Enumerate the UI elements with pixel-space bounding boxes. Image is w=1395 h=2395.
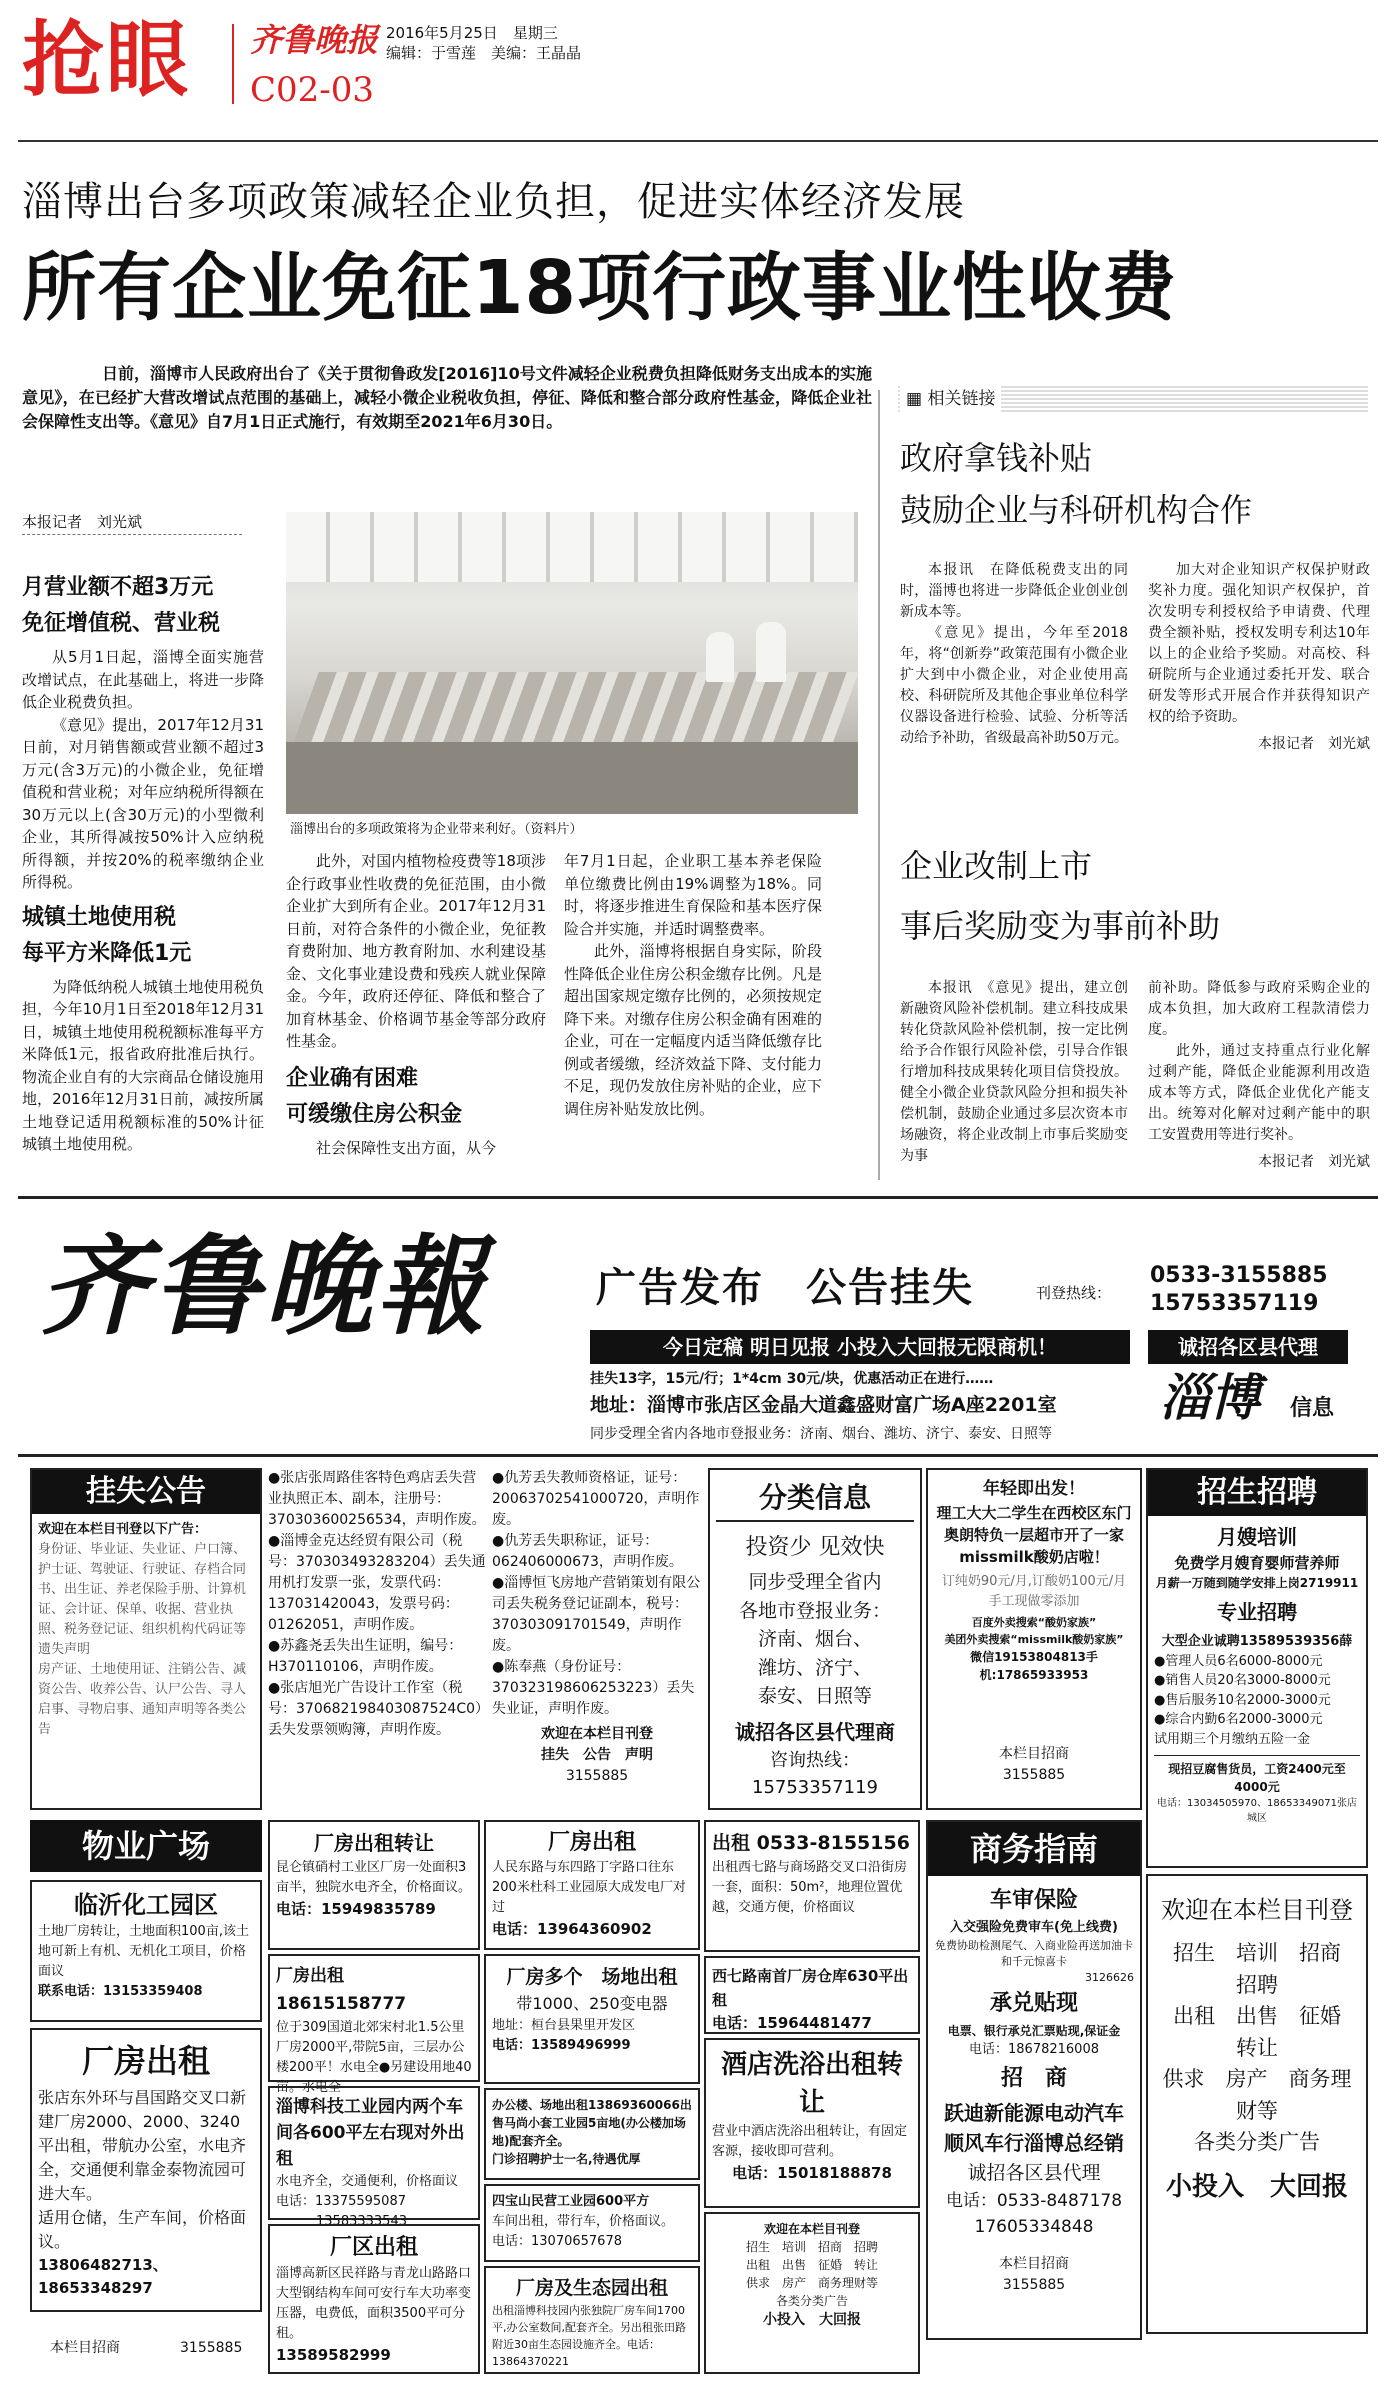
yogurt-t1: 年轻即出发！ xyxy=(983,1479,1085,1499)
bg-s10: 诚招各区县代理 xyxy=(967,2161,1101,2184)
jd-title: 酒店洗浴出租转让 xyxy=(720,2050,903,2118)
masthead-rule xyxy=(18,140,1378,142)
ad-rent-shop xyxy=(704,1820,920,1952)
wl-d: 供求 房产 商务理财等 xyxy=(1162,2067,1352,2123)
phone-2[interactable]: 15753357119 xyxy=(1150,1291,1319,1316)
business-title: 商务指南 xyxy=(928,1822,1140,1876)
paper-name: 齐鲁晚报 xyxy=(250,21,379,59)
lost-intro: 欢迎在本栏目刊登以下广告： xyxy=(38,1522,208,1537)
subhead-1b: 免征增值税、营业税 xyxy=(22,611,221,636)
banner-bottom-rule xyxy=(18,1454,1378,1457)
ad-recruit xyxy=(1146,1468,1368,1868)
designer: 美编：王晶晶 xyxy=(491,44,582,62)
classified-l1: 投资少 见效快 xyxy=(745,1535,885,1560)
bg-s3: 免费协助检测尾气、入商业险再送加油卡和千元惊喜卡 xyxy=(935,1938,1133,1968)
hy-a: 欢迎在本栏目刊登 xyxy=(763,2222,860,2236)
cq-phone[interactable]: 13589582999 xyxy=(276,2346,391,2364)
classified-title: 分类信息 xyxy=(716,1476,914,1522)
cfdg-title: 厂房多个 场地出租 xyxy=(506,1966,678,1988)
ad-linyi xyxy=(30,1880,262,2022)
sidebar-byline-2: 本报记者 刘光斌 xyxy=(1258,1154,1370,1170)
subhead-3a: 企业确有困难 xyxy=(286,1065,419,1091)
yogurt-t7[interactable]: 微信19153804813手机:17865933953 xyxy=(970,1650,1098,1682)
sidebar-col-3 xyxy=(900,978,1128,1167)
sidebar-a2: 《意见》提出，今年至2018年，将“创新券”政策范围有小微企业扩大到中小微企业，对企业使用高校、科研院所及其他企事业单位科学仪器设备进行检验、试验、分析等活动给予补助，省级最高补助50万元。 xyxy=(900,625,1128,746)
sidebar-col-4 xyxy=(1148,978,1370,1173)
hotline-label: 刊登热线： xyxy=(1036,1284,1112,1302)
cfdg-addr: 地址：桓台县果里开发区 xyxy=(492,2018,636,2033)
sbs-body: 车间出租，带行车，价格面议。 xyxy=(492,2213,675,2229)
property-title: 物业广场 xyxy=(30,1820,262,1872)
sidebar-col-2 xyxy=(1148,560,1370,755)
zibo-logo: 淄博 xyxy=(1160,1368,1260,1427)
recruit-s7: ●销售人员20名3000-8000元 xyxy=(1154,1673,1331,1688)
lost-item: ●淄博金克达经贸有限公司（税号：370303493283204）丢失通用机打发票一张，发票代码：137031420043，发票号码：01262051，声明作废。 xyxy=(268,1533,486,1633)
lost-list-1 xyxy=(268,1468,486,1810)
ad-hotel xyxy=(704,2038,920,2208)
sidebar-title-2b: 事后奖励变为事前补助 xyxy=(900,907,1221,945)
ad-eco-park xyxy=(484,2266,700,2374)
stz-body[interactable]: 出租淄博科技园内张独院厂房车间1700平,办公室数间,配套齐全。另出租张田路附近30亩生态园设施齐全。电话：13864370221 xyxy=(492,2304,686,2368)
col2-p2: 社会保障性支出方面，从今 xyxy=(316,1138,497,1157)
yogurt-t4: 手工现做零添加 xyxy=(988,1593,1080,1609)
ad-factory-transfer xyxy=(268,1820,480,1950)
subhead-1a: 月营业额不超3万元 xyxy=(22,575,214,600)
factory-photo xyxy=(286,512,858,814)
ad-warehouse xyxy=(704,1956,920,2034)
lost-item: ●淄博恒飞房地产营销策划有限公司丢失税务登记证副本，税号：370303091701549，声明作废。 xyxy=(492,1575,701,1654)
yogurt-t5: 百度外卖搜索“酸奶家族” xyxy=(971,1616,1097,1629)
kicker: 淄博出台多项政策减轻企业负担，促进实体经济发展 xyxy=(22,179,965,225)
banner-network: 同步受理全省内各地市登报业务：济南、烟台、潍坊、济宁、泰安、日照等 xyxy=(590,1426,1052,1442)
sidebar-title-1a: 政府拿钱补贴 xyxy=(900,439,1093,477)
stz-title: 厂房及生态园出租 xyxy=(515,2277,668,2299)
bg-foot1: 本栏目招商 xyxy=(999,2255,1069,2272)
recruit-s8: ●售后服务10名2000-3000元 xyxy=(1154,1692,1331,1708)
sidebar-a1: 本报讯 在降低税费支出的同时，淄博也将进一步降低企业创业创新成本等。 xyxy=(900,562,1128,620)
col2-p1: 此外，对国内植物检疫费等18项涉企行政事业性收费的免征范围，由小微企业扩大到所有企业。2017年12月31日前，对符合条件的小微企业，免征教育费附加、地方教育附加、水利建设基金、文化事业建设费和残疾人就业保障金。今年，政府还停征、降低和整合了加育林基金、价格调节基金等部分政府性基金。 xyxy=(286,852,546,1050)
classified-l3: 各地市登报业务： xyxy=(738,1599,891,1622)
worker-figure xyxy=(756,622,786,682)
banner-address: 地址：淄博市张店区金晶大道鑫盛财富广场A座2201室 xyxy=(590,1394,1057,1416)
byline: 本报记者 刘光斌 xyxy=(22,510,242,535)
lost-item: ●仇芳丢失职称证，证号：062406000673，声明作废。 xyxy=(492,1533,683,1570)
cq-body: 淄博高新区民祥路与青龙山路路口大型钢结构车间可安行车大功率变压器，电费低，面积3500平可分租。 xyxy=(276,2266,472,2341)
ceiling-lights xyxy=(286,512,858,582)
sidebar-byline-1: 本报记者 刘光斌 xyxy=(1258,736,1370,752)
yogurt-foot2[interactable]: 3155885 xyxy=(1002,1767,1066,1783)
yogurt-foot1: 本栏目招商 xyxy=(999,1746,1069,1762)
subhead-3b: 可缓缴住房公积金 xyxy=(286,1101,463,1127)
bg-s11[interactable]: 电话：0533-8487178 xyxy=(945,2190,1123,2211)
banner-slogan: 今日定稿 明日见报 小投入大回报无限商机！ xyxy=(590,1330,1130,1364)
recruit-s1: 月嫂培训 xyxy=(1217,1525,1297,1549)
bg-s9: 顺风车行淄博总经销 xyxy=(944,2130,1124,2155)
banner-services: 广告发布 公告挂失 xyxy=(596,1265,974,1311)
bg-s12[interactable]: 17605334848 xyxy=(974,2216,1094,2237)
editor-line xyxy=(386,42,581,65)
ad-multi-factory xyxy=(484,1954,700,2084)
sbs-phone[interactable]: 电话：13070657678 xyxy=(492,2233,622,2249)
lost-notice-title: 挂失公告 xyxy=(32,1470,260,1514)
related-label-bar xyxy=(898,386,1368,412)
hy-c: 出租 出售 征婚 转让 xyxy=(745,2258,878,2272)
article-col-2 xyxy=(286,850,546,1159)
cf3-title: 厂房出租 xyxy=(547,1830,636,1855)
recruit-s5[interactable]: 大型企业诚聘13589539356薛 xyxy=(1161,1634,1353,1649)
phone-1[interactable]: 0533-3155885 xyxy=(1150,1263,1328,1288)
lost-item: ●仇芳丢失教师资格证，证号：20063702541000720，声明作废。 xyxy=(492,1470,700,1528)
ad-plant-rent xyxy=(268,2224,480,2374)
footer-1a: 本栏目招商 xyxy=(50,2340,120,2356)
section-title: 抢眼 xyxy=(22,12,191,108)
wl-b: 招生 培训 招商 招聘 xyxy=(1173,1941,1362,1997)
cz1-body: 出租西七路与商场路交叉口沿街房一套，面积：50m²，地理位置优越，交通方便，价格面议 xyxy=(712,1860,908,1915)
wl-a: 欢迎在本栏目刊登 xyxy=(1161,1896,1353,1924)
banner-agent: 诚招各区县代理 xyxy=(1148,1330,1348,1364)
classified-l4: 济南、烟台、 xyxy=(757,1628,872,1650)
cq-title: 厂区出租 xyxy=(329,2235,418,2260)
linyi-phone[interactable]: 联系电话：13153359408 xyxy=(38,1984,203,1999)
bgcd-body2: 门诊招聘护士一名,待遇优厚 xyxy=(492,2152,641,2166)
lost-foot-1: 欢迎在本栏目刊登 xyxy=(541,1726,653,1742)
lost-phone[interactable]: 3155885 xyxy=(565,1768,629,1784)
bg-s4: 承兑贴现 xyxy=(989,1991,1078,2016)
ad-factory-rent-3 xyxy=(484,1820,700,1950)
cfzr-title: 厂房出租转让 xyxy=(314,1831,434,1855)
sidebar-a3: 加大对企业知识产权保护财政奖补力度。强化知识产权保护，首次发明专利授权给予申请费、代理费全额补贴，授权发明专利达10年以上的企业给予奖励。对高校、科研院所与企业通过委托开发、联合研发等形式开展合作并获得知识产权的给予资助。 xyxy=(1148,562,1370,725)
bg-s6[interactable]: 电话：18678216008 xyxy=(969,2042,1099,2057)
classified-l2: 同步受理全省内 xyxy=(748,1571,882,1593)
classified-l6: 泰安、日照等 xyxy=(757,1685,872,1707)
jd-body: 营业中酒店洗浴出租转让，有固定客源，接收即可营利。 xyxy=(712,2124,908,2159)
recruit-s2: 免费学月嫂育婴师营养师 xyxy=(1174,1554,1340,1572)
ad-tech-park xyxy=(268,2086,480,2229)
sbs-title: 四宝山民营工业园600平方 xyxy=(492,2194,650,2209)
cf1-body2: 适用仓储，生产车间，价格面议。 xyxy=(38,2208,247,2251)
sidebar-title-1b: 鼓励企业与科研机构合作 xyxy=(900,491,1253,529)
jd-phone[interactable]: 电话：15018188878 xyxy=(732,2164,892,2182)
ad-lost-notice xyxy=(30,1468,262,1810)
sidebar-b2: 前补助。降低参与政府采购企业的成本负担，加大政府工程款清偿力度。 xyxy=(1148,980,1370,1038)
ad-factory-rent-1 xyxy=(30,2028,262,2312)
linyi-body: 土地厂房转让，土地面积100亩,该土地可新上有机、无机化工项目，价格面议 xyxy=(38,1924,249,1979)
recruit-s6: ●管理人员6名6000-8000元 xyxy=(1154,1653,1323,1669)
cz1-title[interactable]: 出租 0533-8155156 xyxy=(712,1832,910,1854)
hy-e: 各类分类广告 xyxy=(775,2294,848,2308)
gyy-phone2[interactable]: 13583333543 xyxy=(316,2214,407,2229)
wl-e: 各类分类广告 xyxy=(1194,2130,1320,2154)
ad-classified xyxy=(708,1468,922,1810)
sidebar-b3: 此外，通过支持重点行业化解过剩产能，降低企业能源利用改造成本等方式，降低企业优化产能支出。统筹对化解对过剩产能中的职工安置费用等进行奖补。 xyxy=(1148,1043,1370,1143)
recruit-title: 招生招聘 xyxy=(1148,1470,1366,1516)
cf2-body: 位于309国道北郊宋村北1.5公里厂房2000平,带院5亩，三层办公楼200平！水电全●另建设用地40亩。水电全 xyxy=(276,2020,472,2095)
ad-sibaoshan xyxy=(484,2184,700,2262)
bg-s3b[interactable]: 3126626 xyxy=(1085,1970,1134,1984)
bg-foot2[interactable]: 3155885 xyxy=(1002,2276,1066,2293)
cf1-body: 张店东外环与昌国路交叉口新建厂房2000、2000、3240平出租，带航办公室，水电齐全，交通便利靠金泰物流园可进大车。 xyxy=(38,2088,247,2203)
sidebar-title-2a: 企业改制上市 xyxy=(900,847,1093,885)
col3-p2: 此外，淄博将根据自身实际，阶段性降低企业住房公积金缴存比例。凡是超出国家规定缴存比例的，必须按规定降下来。对缴存住房公积金确有困难的企业，可在一定幅度内适当降低缴存比例或者缓缴，经济效益下降、支付能力不足，现仍发放住房补贴的企业，应下调住房补贴发放比例。 xyxy=(564,942,822,1118)
bg-s8: 跃迪新能源电动汽车 xyxy=(944,2100,1124,2125)
bg-s2: 入交强险免费审车(免上线费) xyxy=(950,1920,1118,1935)
masthead-divider xyxy=(232,24,234,104)
subhead-2b: 每平方米降低1元 xyxy=(22,940,192,966)
photo-caption: 淄博出台的多项政策将为企业带来利好。（资料片） xyxy=(290,822,583,837)
ad-business-guide xyxy=(926,1820,1142,2340)
footer-1b[interactable]: 3155885 xyxy=(180,2340,243,2356)
xqlk-title: 西七路南首厂房仓库630平出租 xyxy=(712,1967,909,2009)
recruit-s3[interactable]: 月薪一万随到随学安排上岗2719911 xyxy=(1155,1576,1359,1590)
cf1-phone[interactable]: 13806482713、18653348297 xyxy=(38,2256,168,2297)
production-line xyxy=(293,672,858,742)
yogurt-t2: 理工大大二学生在西校区东门奥朗特负一层超市开了一家missmilk酸奶店啦！ xyxy=(936,1504,1132,1566)
classified-l8[interactable]: 咨询热线：15753357119 xyxy=(752,1749,878,1798)
sidebar-rule xyxy=(878,390,880,1180)
sidebar-b1: 本报讯 《意见》提出，建立创新融资风险补偿机制。建立科技成果转化贷款风险补偿机制，按一定比例给予合作银行风险补偿，引导合作银行增加科技成果转化项目信贷投放。健全小微企业贷款风险分担和损失补偿机制，鼓励企业通过多层次资本市场融资，将企业改制上市事后奖励变为事 xyxy=(900,980,1128,1164)
col1-p1: 从5月1日起，淄博全面实施营改增试点，在此基础上，将进一步降低企业税费负担。 xyxy=(22,648,264,711)
cf1-title: 厂房出租 xyxy=(81,2042,210,2080)
subhead-2a: 城镇土地使用税 xyxy=(22,904,177,930)
bg-s5: 电票、银行承兑汇票贴现,保证金 xyxy=(947,2024,1121,2038)
lost-body: 身份证、毕业证、失业证、户口簿、护士证、驾驶证、行驶证、存档合同书、出生证、养老保险手册、计算机证、会计证、保单、收据、营业执照、税务登记证、组织机构代码证等遗失声明 xyxy=(38,1542,247,1657)
classified-l5: 潍坊、济宁、 xyxy=(757,1656,872,1679)
article-col-1 xyxy=(22,570,264,1156)
hy-d: 供求 房产 商务理财等 xyxy=(745,2276,878,2290)
lost-list-2 xyxy=(492,1468,702,1810)
date: 2016年5月25日 xyxy=(386,24,498,42)
page-number: C02-03 xyxy=(250,70,375,110)
col1-p3: 为降低纳税人城镇土地使用税负担，今年10月1日至2018年12月31日，城镇土地使用税税额标准每平方米降低1元，报省政府批准后执行。物流企业自有的大宗商品仓储设施用地，2016年12月31日前，减按所属土地登记适用税额标准的50%计征城镇土地使用税。 xyxy=(22,977,264,1153)
ad-welcome-small xyxy=(704,2212,920,2374)
ad-yogurt xyxy=(926,1468,1142,1810)
classified-l7: 诚招各区县代理商 xyxy=(735,1719,895,1744)
gyy-body: 水电齐全，交通便利，价格面议 xyxy=(276,2174,459,2189)
related-label: ▦ 相关链接 xyxy=(900,386,1001,413)
sidebar-col-1 xyxy=(900,560,1128,749)
banner-top-rule xyxy=(18,1196,1378,1199)
ad-factory-rent-2 xyxy=(268,1954,480,2095)
info-label: 信息 xyxy=(1290,1396,1335,1421)
hy-f: 小投入 大回报 xyxy=(763,2312,861,2328)
yogurt-t6: 美团外卖搜索“missmilk酸奶家族” xyxy=(944,1632,1124,1646)
lost-item: ●苏鑫尧丢失出生证明，编号：H370110106，声明作废。 xyxy=(268,1638,463,1675)
gyy-phone[interactable]: 电话：13375595087 xyxy=(276,2194,406,2209)
bgcd-body[interactable]: 办公楼、场地出租13869360066出售马尚小套工业园5亩地(办公楼加场地)配套齐全。 xyxy=(492,2098,692,2148)
recruit-s11: 现招豆腐售货员，工资2400元至4000元 xyxy=(1154,1755,1360,1796)
linyi-title: 临沂化工园区 xyxy=(74,1891,218,1919)
gyy-title: 淄博科技工业园内两个车间各600平左右现对外出租 xyxy=(276,2097,465,2169)
recruit-s4: 专业招聘 xyxy=(1217,1600,1297,1624)
xqlk-phone[interactable]: 电话：15964481477 xyxy=(712,2014,872,2032)
weekday: 星期三 xyxy=(512,24,558,42)
lead-paragraph: 日前，淄博市人民政府出台了《关于贯彻鲁政发[2016]10号文件减轻企业税费负担降低财务支出成本的实施意见》，在已经扩大营改增试点范围的基础上，减轻小微企业税收负担，停征、降低和整合部分政府性基金，降低企业社会保障性支出等。《意见》自7月1日正式施行，有效期至2021年6月30日。 xyxy=(22,364,872,431)
banner-price: 挂失13字，15元/行；1*4cm 30元/块，优惠活动正在进行…… xyxy=(590,1371,994,1387)
main-headline: 所有企业免征18项行政事业性收费 xyxy=(22,245,1177,331)
cf2-title[interactable]: 厂房出租 18615158777 xyxy=(276,1966,407,2014)
lost-item: ●张店张周路佳客特色鸡店丢失营业执照正本、副本，注册号：370303600256534，声明作废。 xyxy=(268,1470,486,1528)
recruit-s12[interactable]: 电话：13034505970、18653349071张店城区 xyxy=(1157,1798,1357,1824)
col1-p2: 《意见》提出，2017年12月31日前，对月销售额或营业额不超过3万元(含3万元)的小微企业，免征增值税和营业税；对年应纳税所得额在30万元以上(含30万元)的小型微利企业，其所得减按50%计入应纳税所得额，并按20%的税率缴纳企业所得税。 xyxy=(22,715,264,891)
wl-c: 出租 出售 征婚 转让 xyxy=(1173,2004,1362,2060)
recruit-s10: 试用期三个月缴纳五险一金 xyxy=(1154,1731,1311,1747)
ad-office-rent xyxy=(484,2088,700,2180)
ad-welcome-large xyxy=(1146,1874,1368,2334)
yogurt-t3: 订纯奶90元/月,订酸奶100元/月 xyxy=(941,1574,1127,1589)
lost-item: ●陈奉燕（身份证号：370323198606253223）丢失失业证，声明作废。 xyxy=(492,1659,695,1717)
recruit-s9: ●综合内勤6名2000-3000元 xyxy=(1154,1712,1323,1727)
col3-p1: 年7月1日起，企业职工基本养老保险单位缴费比例由19%调整为18%。同时，将逐步推进生育保险和基本医疗保险合并实施，并适时调整费率。 xyxy=(564,852,822,938)
lost-foot-2: 挂失 公告 声明 xyxy=(541,1747,653,1763)
lost-item: ●张店旭光广告设计工作室（税号：370682198403087524C0）丢失发票领购簿，声明作废。 xyxy=(268,1680,483,1738)
cfdg-body: 带1000、250变电器 xyxy=(516,1994,668,2013)
editor: 编辑：于雪莲 xyxy=(386,44,477,62)
cf3-body: 人民东路与东四路丁字路口往东200米杜科工业园原大成发电厂对过 xyxy=(492,1860,686,1915)
machine-base xyxy=(286,742,858,814)
cfzr-body: 昆仑镇硝村工业区厂房一处面积3亩半，独院水电齐全，价格面议。 xyxy=(276,1860,472,1895)
cf3-phone[interactable]: 电话：13964360902 xyxy=(492,1920,652,1938)
hy-b: 招生 培训 招商 招聘 xyxy=(745,2240,878,2254)
related-label-text: 相关链接 xyxy=(927,389,996,409)
cfdg-phone[interactable]: 电话：13589496999 xyxy=(492,2038,631,2053)
bg-s1: 车审保险 xyxy=(989,1888,1078,1913)
cfzr-phone[interactable]: 电话：15949835789 xyxy=(276,1900,436,1918)
wl-f: 小投入 大回报 xyxy=(1165,2171,1348,2202)
lost-body2: 房产证、土地使用证、注销公告、减资公告、收养公告、认尸公告、寻人启事、寻物启事、通知声明等各类公告 xyxy=(38,1662,247,1737)
worker-figure xyxy=(706,632,734,682)
banner-logo: 齐鲁晚報 xyxy=(40,1224,489,1350)
article-col-3 xyxy=(564,850,822,1120)
bg-s7: 招 商 xyxy=(1000,2065,1067,2091)
